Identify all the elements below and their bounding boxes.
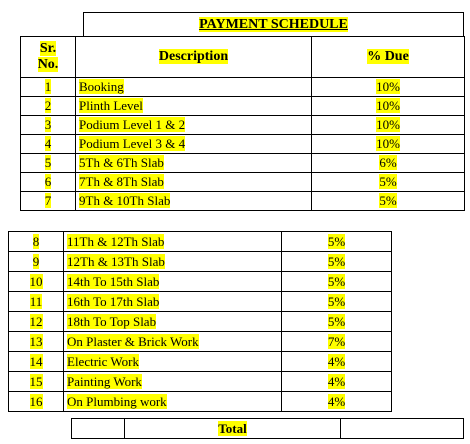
due-text: 10% (376, 136, 400, 151)
table-row (21, 173, 465, 192)
sr-no-text: 6 (44, 174, 52, 189)
sr-no-text: 8 (32, 233, 40, 249)
sr-no-text: 16 (29, 393, 43, 409)
sr-no-cell (9, 292, 64, 312)
description-cell (64, 372, 282, 392)
due-cell (312, 154, 465, 173)
table-row (9, 272, 392, 292)
description-cell (76, 97, 312, 116)
sr-no-text: 1 (44, 79, 52, 94)
due-text: 5% (379, 193, 397, 208)
table-row (9, 252, 392, 272)
due-text: 4% (327, 373, 346, 389)
description-cell (64, 292, 282, 312)
header-due: % Due (312, 37, 465, 78)
due-text: 5% (379, 174, 397, 189)
sr-no-cell (21, 192, 76, 211)
due-cell (312, 192, 465, 211)
description-cell (76, 173, 312, 192)
due-cell (282, 372, 392, 392)
due-cell (282, 232, 392, 252)
header-sr-no: Sr. No. (21, 37, 76, 78)
sr-no-cell (21, 97, 76, 116)
table-row (21, 154, 465, 173)
due-cell (282, 312, 392, 332)
sr-no-cell (9, 392, 64, 412)
description-cell (76, 135, 312, 154)
table-row (21, 135, 465, 154)
sr-no-cell (21, 173, 76, 192)
sr-no-text: 13 (29, 333, 43, 349)
sr-no-cell (9, 372, 64, 392)
title-box (83, 12, 464, 37)
description-text: 16th To 17th Slab (67, 293, 160, 309)
due-cell (282, 272, 392, 292)
sr-no-cell (9, 232, 64, 252)
sr-no-text: 5 (44, 155, 52, 170)
sr-no-cell (9, 272, 64, 292)
sr-no-text: 7 (44, 193, 52, 208)
schedule-table-top (20, 36, 465, 211)
page-title: PAYMENT SCHEDULE (199, 16, 348, 32)
description-cell (64, 352, 282, 372)
due-cell (312, 135, 465, 154)
sr-no-cell (21, 78, 76, 97)
description-cell (64, 312, 282, 332)
due-text: 4% (327, 353, 346, 369)
sr-no-cell (9, 312, 64, 332)
title-cell (84, 13, 464, 37)
due-text: 10% (376, 117, 400, 132)
due-text: 5% (327, 293, 346, 309)
sr-no-text: 10 (29, 273, 43, 289)
table-row (9, 392, 392, 412)
description-text: 7Th & 8Th Slab (79, 174, 164, 189)
total-label: Total (218, 420, 247, 436)
due-cell (282, 332, 392, 352)
description-cell (76, 78, 312, 97)
table-row (9, 352, 392, 372)
due-text: 6% (379, 155, 397, 170)
due-text: 4% (327, 393, 346, 409)
description-text: Podium Level 3 & 4 (79, 136, 186, 151)
sr-no-text: 15 (29, 373, 43, 389)
total-value-cell (341, 419, 464, 439)
sr-no-cell (21, 154, 76, 173)
description-text: 11Th & 12Th Slab (67, 233, 165, 249)
sr-no-text: 3 (44, 117, 52, 132)
description-text: On Plumbing work (67, 393, 167, 409)
sr-no-cell (9, 252, 64, 272)
sr-no-text: 9 (32, 253, 40, 269)
due-cell (312, 78, 465, 97)
due-cell (312, 97, 465, 116)
total-empty-cell (72, 419, 125, 439)
sr-no-cell (9, 332, 64, 352)
table-row (21, 78, 465, 97)
table-row (21, 192, 465, 211)
description-text: Painting Work (67, 373, 142, 389)
due-text: 5% (327, 273, 346, 289)
description-text: 12Th & 13Th Slab (67, 253, 165, 269)
due-text: 5% (327, 313, 346, 329)
due-cell (312, 116, 465, 135)
description-text: 18th To Top Slab (67, 313, 157, 329)
due-text: 5% (327, 253, 346, 269)
sr-no-cell (21, 116, 76, 135)
description-cell (64, 272, 282, 292)
header-row (21, 37, 465, 78)
description-cell (64, 252, 282, 272)
due-text: 10% (376, 98, 400, 113)
table-row (9, 332, 392, 352)
sr-no-text: 12 (29, 313, 43, 329)
sr-no-cell (21, 135, 76, 154)
sr-no-text: 4 (44, 136, 52, 151)
description-cell (76, 116, 312, 135)
sr-no-text: 14 (29, 353, 43, 369)
total-row (72, 419, 464, 439)
due-cell (282, 252, 392, 272)
description-text: Plinth Level (79, 98, 143, 113)
schedule-table-bottom (8, 231, 392, 412)
due-cell (282, 292, 392, 312)
sr-no-cell (9, 352, 64, 372)
description-cell (64, 232, 282, 252)
table-row (9, 372, 392, 392)
description-cell (64, 392, 282, 412)
table-row (21, 97, 465, 116)
description-cell (76, 154, 312, 173)
due-text: 10% (376, 79, 400, 94)
due-cell (282, 352, 392, 372)
due-cell (282, 392, 392, 412)
table-row (9, 312, 392, 332)
description-text: Booking (79, 79, 124, 94)
table-row (9, 292, 392, 312)
description-text: On Plaster & Brick Work (67, 333, 199, 349)
table-row (9, 232, 392, 252)
description-text: Electric Work (67, 353, 139, 369)
header-description: Description (76, 37, 312, 78)
description-text: 14th To 15th Slab (67, 273, 160, 289)
due-cell (312, 173, 465, 192)
description-cell (64, 332, 282, 352)
description-text: Podium Level 1 & 2 (79, 117, 186, 132)
due-text: 7% (327, 333, 346, 349)
table-row (21, 116, 465, 135)
sr-no-text: 2 (44, 98, 52, 113)
description-text: 9Th & 10Th Slab (79, 193, 171, 208)
sr-no-text: 11 (29, 293, 43, 309)
description-text: 5Th & 6Th Slab (79, 155, 164, 170)
total-label-cell (125, 419, 341, 439)
description-cell (76, 192, 312, 211)
due-text: 5% (327, 233, 346, 249)
total-row-table (71, 418, 464, 439)
